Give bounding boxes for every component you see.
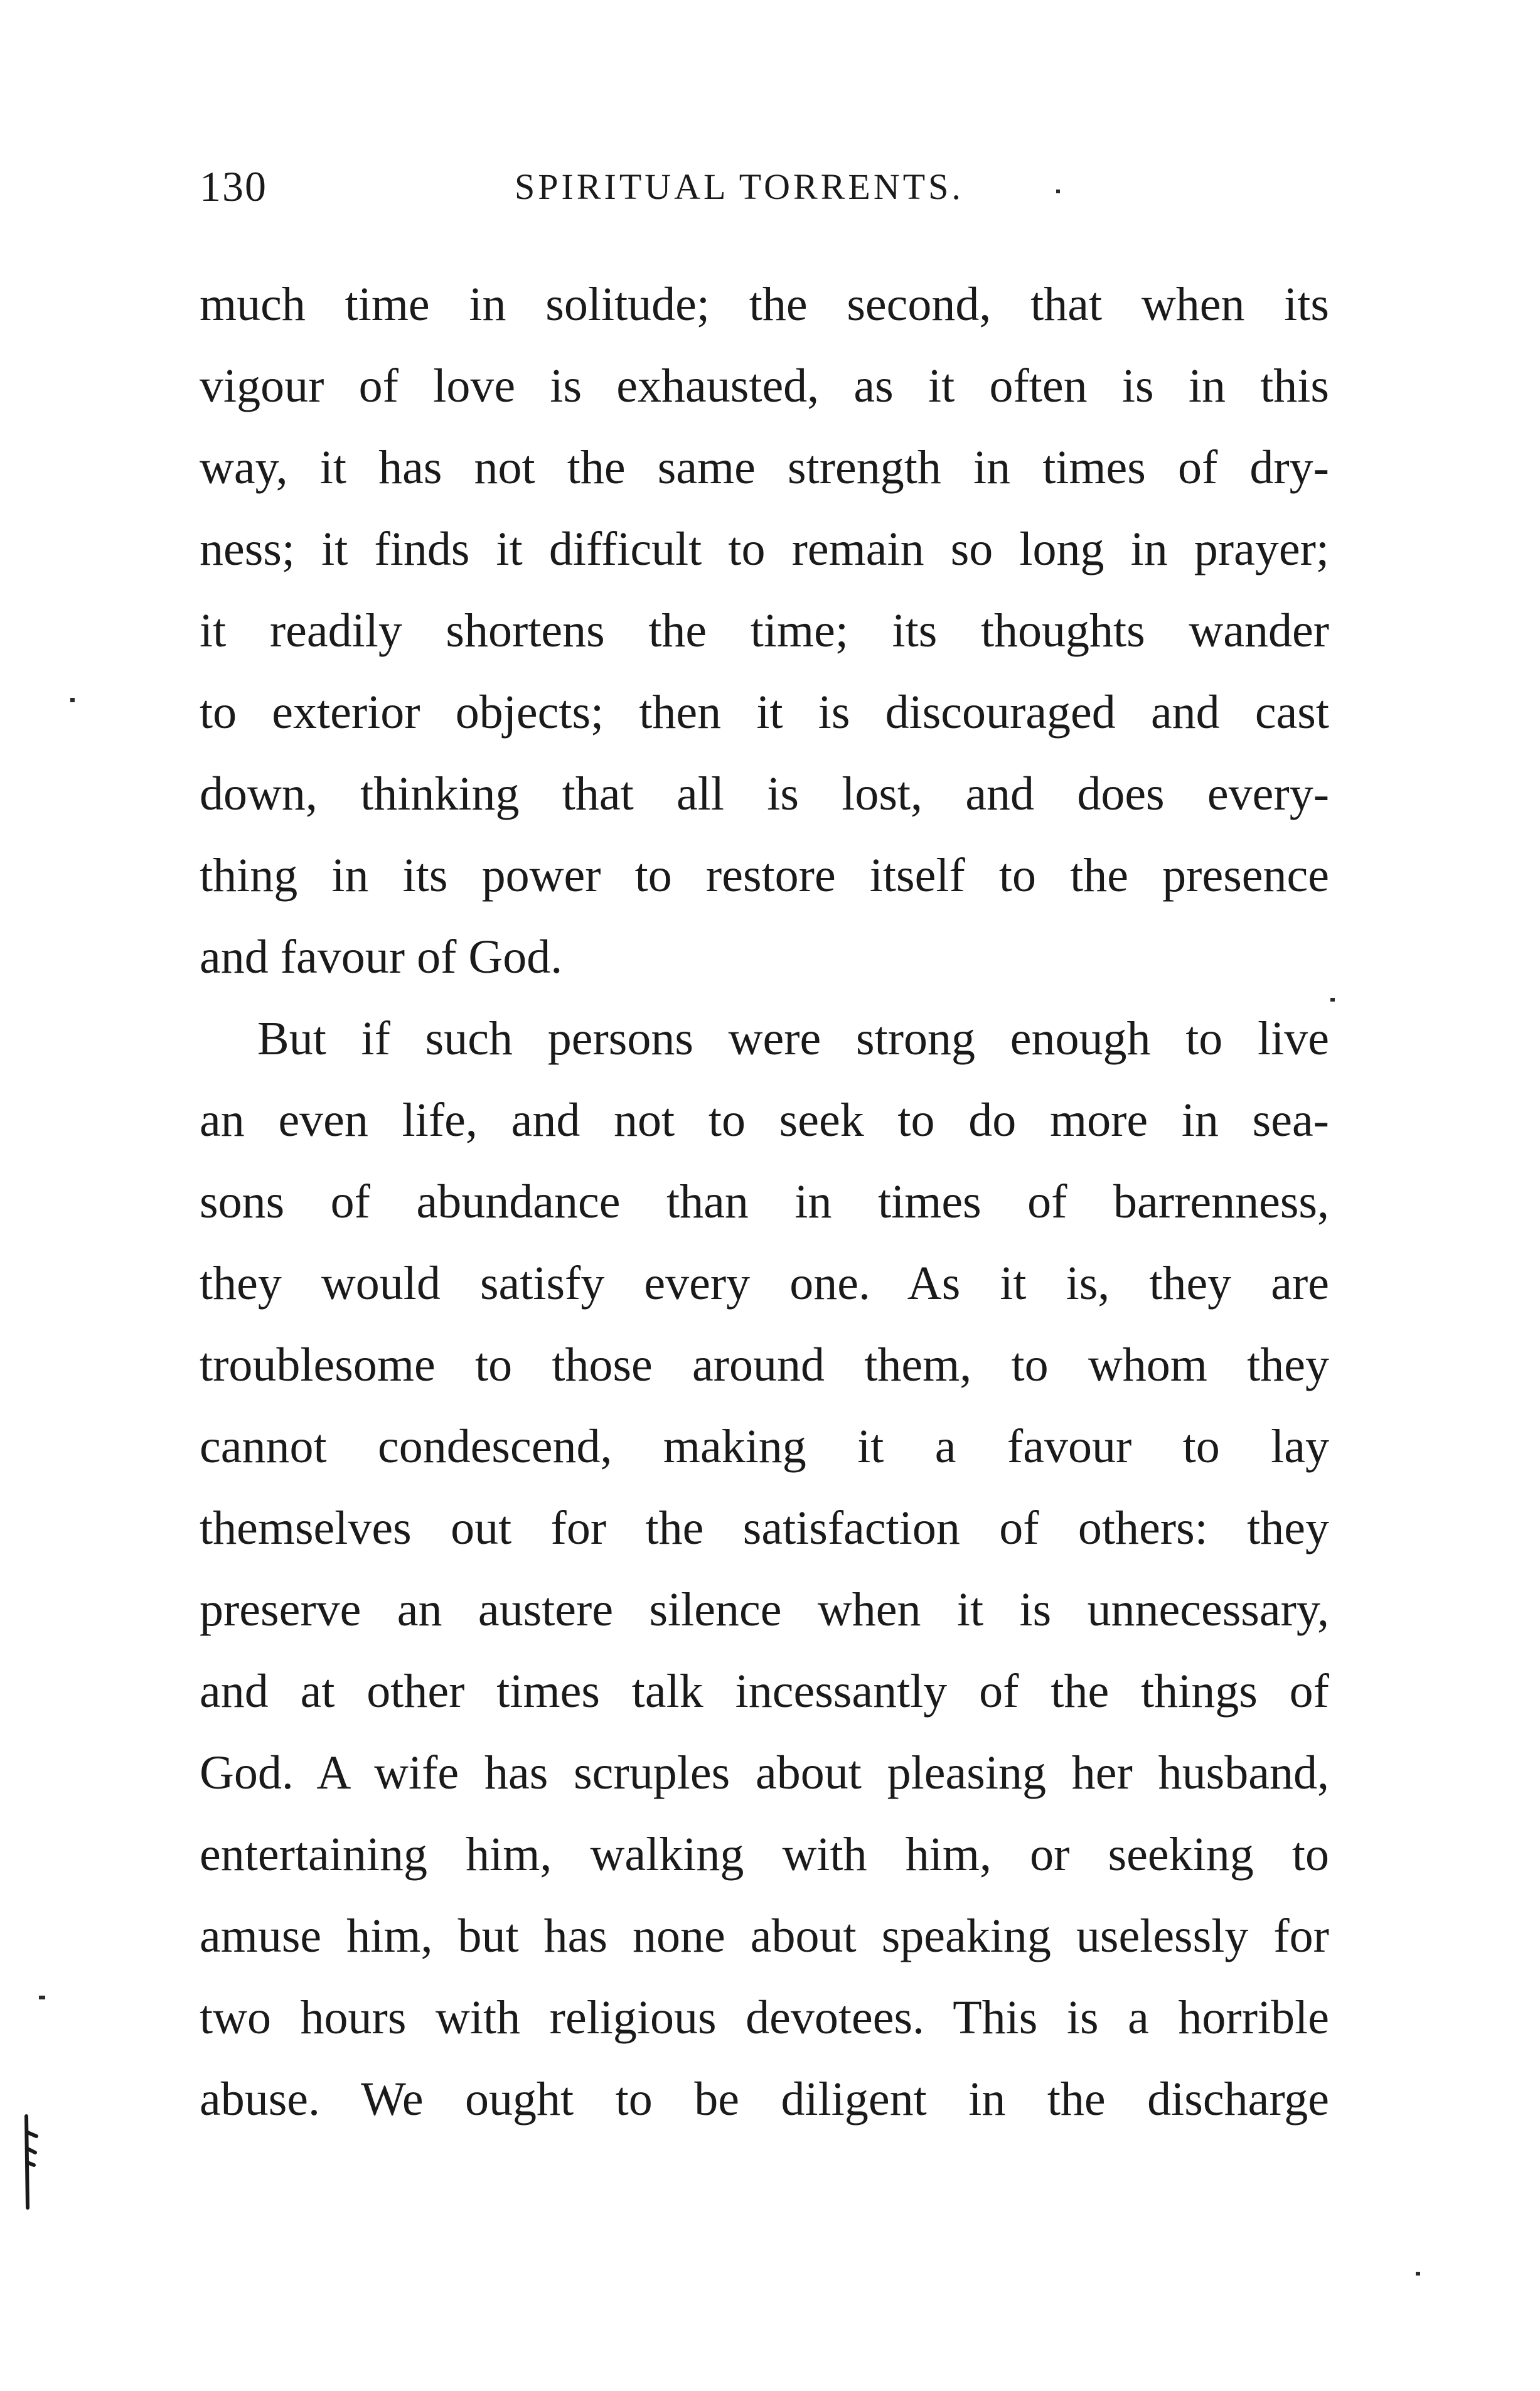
text-line: sons of abundance than in times of barrenness, [200, 1175, 1329, 1228]
text-line: thing in its power to restore itself to the presence [200, 849, 1329, 902]
scan-speck [1416, 2272, 1420, 2276]
scan-speck [39, 1996, 45, 1999]
text-line: preserve an austere silence when it is unnecessary, [200, 1583, 1329, 1636]
text-line: ness; it finds it difficult to remain so long in prayer; [200, 523, 1329, 575]
scan-speck [1056, 190, 1060, 193]
text-line: they would satisfy every one. As it is, they are [200, 1257, 1329, 1310]
text-line: to exterior objects; then it is discouraged and cast [200, 686, 1329, 739]
text-line: amuse him, but has none about speaking uselessly for [200, 1910, 1329, 1962]
paragraph-1 [200, 264, 1329, 998]
paragraph-2 [200, 998, 1329, 2140]
running-head [200, 162, 1040, 218]
text-line: entertaining him, walking with him, or seeking to [200, 1828, 1329, 1881]
text-line: an even life, and not to seek to do more in sea- [200, 1094, 1329, 1147]
text-line: it readily shortens the time; its thoughts wander [200, 604, 1329, 657]
text-line: troublesome to those around them, to whom they [200, 1339, 1329, 1391]
text-line: much time in solitude; the second, that when its [200, 278, 1329, 331]
text-line: abuse. We ought to be diligent in the discharge [200, 2073, 1329, 2126]
scan-speck [70, 698, 75, 702]
text-line: and favour of God. [200, 931, 563, 983]
text-line: God. A wife has scruples about pleasing her husband, [200, 1746, 1329, 1799]
text-line: way, it has not the same strength in times of dry- [200, 441, 1329, 494]
text-line: themselves out for the satisfaction of others: they [200, 1502, 1329, 1554]
text-line: vigour of love is exhausted, as it often is in this [200, 360, 1329, 412]
scan-mark [15, 2114, 40, 2214]
body-text [200, 264, 1329, 2140]
text-line: cannot condescend, making it a favour to lay [200, 1420, 1329, 1473]
text-line: But if such persons were strong enough to live [257, 1012, 1329, 1065]
text-line: two hours with religious devotees. This is a horrible [200, 1991, 1329, 2044]
scan-speck [1330, 998, 1335, 1002]
text-line: down, thinking that all is lost, and does every- [200, 768, 1329, 820]
text-line: and at other times talk incessantly of the things of [200, 1665, 1329, 1718]
running-title: SPIRITUAL TORRENTS. [515, 166, 964, 207]
page-number: 130 [200, 163, 267, 210]
